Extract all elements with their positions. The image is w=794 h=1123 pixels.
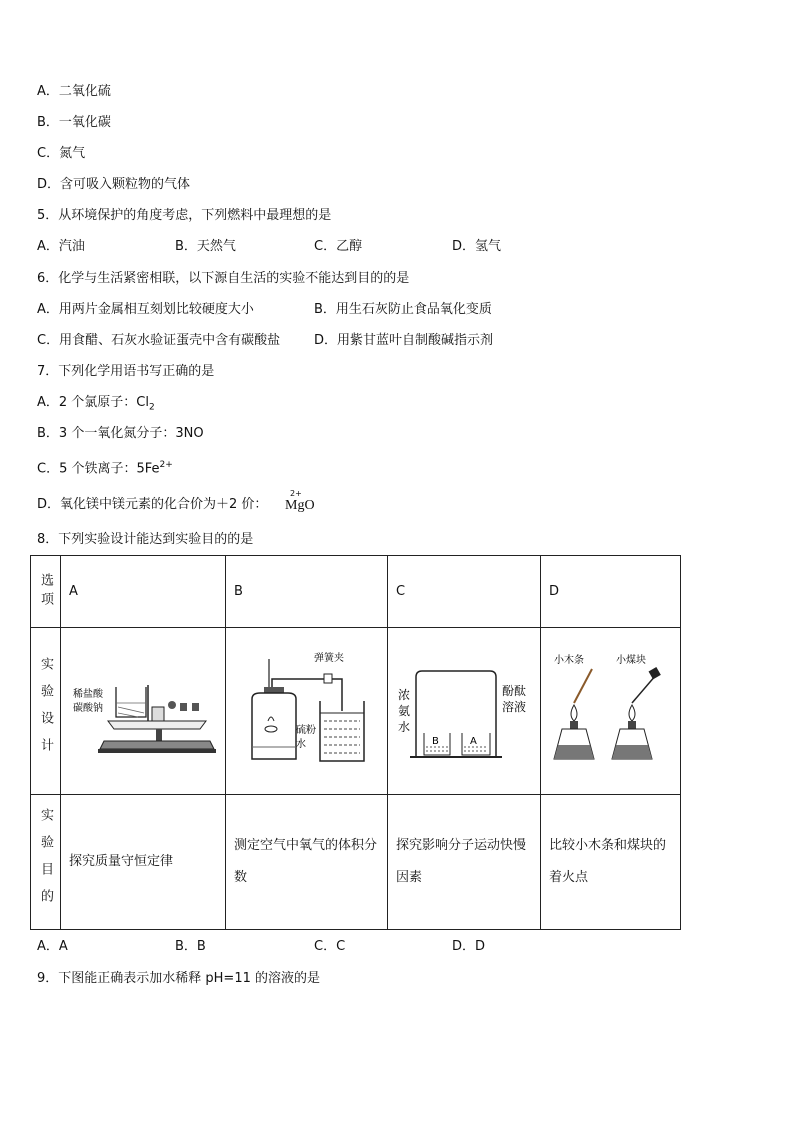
- q8-purpose-a: 探究质量守恒定律: [61, 795, 226, 930]
- label-conc-ammonia-3: 水: [398, 720, 411, 734]
- label-wood-stick: 小木条: [553, 655, 584, 666]
- label-beaker-a: A: [470, 736, 477, 747]
- q7-option-a: [37, 395, 155, 416]
- q4-option-c: C．氮气: [37, 146, 86, 161]
- label-conc-ammonia-2: 氨: [398, 704, 411, 718]
- q8-header-option: 选项: [31, 556, 61, 628]
- q6-option-a: A．用两片金属相互刻划比较硬度大小: [37, 302, 254, 317]
- q7-option-c-text: C．5 个铁离子：5Fe: [37, 461, 160, 477]
- label-conc-ammonia-1: 浓: [398, 688, 411, 702]
- q5-option-c: C．乙醇: [314, 239, 363, 254]
- q8-column-c: C: [388, 556, 541, 628]
- label-spring-clamp: 弹簧夹: [313, 653, 344, 664]
- q5-option-d: D．氢气: [452, 239, 502, 254]
- q8-answer-a: A．A: [37, 939, 68, 954]
- q8-purpose-d: 比较小木条和煤块的着火点: [541, 795, 681, 930]
- q8-answer-d: D．D: [452, 939, 486, 954]
- ammonia-diffusion-figure: [394, 649, 534, 769]
- label-beaker-b: B: [432, 736, 439, 747]
- q8-answer-c: C．C: [314, 939, 346, 954]
- q8-figure-c: [388, 628, 541, 795]
- q4-option-d: D．含可吸入颗粒物的气体: [37, 177, 191, 192]
- q8-table: [30, 555, 681, 930]
- label-water: 水: [295, 739, 306, 750]
- q9-stem: 9．下图能正确表示加水稀释 pH=11 的溶液的是: [37, 971, 320, 986]
- label-phenolphthalein-2: 溶液: [502, 700, 527, 714]
- q7-option-c-superscript: 2+: [159, 460, 173, 470]
- q8-figure-d: [541, 628, 681, 795]
- q7-mgo-formula: [285, 489, 325, 517]
- label-sodium-carbonate: 碳酸钠: [73, 703, 103, 714]
- q8-purpose-b: 测定空气中氧气的体积分数: [226, 795, 388, 930]
- label-dilute-hcl: 稀盐酸: [73, 689, 103, 700]
- q5-option-a: A．汽油: [37, 239, 85, 254]
- q8-purpose-c: 探究影响分子运动快慢因素: [388, 795, 541, 930]
- label-sulfur-powder: 硫粉: [295, 725, 316, 736]
- q8-answer-b: B．B: [175, 939, 206, 954]
- q4-option-b: B．一氧化碳: [37, 115, 111, 130]
- q6-option-d: D．用紫甘蓝叶自制酸碱指示剂: [314, 333, 494, 348]
- q5-stem: 5．从环境保护的角度考虑，下列燃料中最理想的是: [37, 208, 332, 223]
- q7-mgo-text: MgO: [285, 498, 315, 513]
- q7-option-d: D．氧化镁中镁元素的化合价为＋2 价：: [37, 497, 268, 512]
- balance-scale-figure: [68, 659, 218, 759]
- q7-mgo-valence: 2+: [290, 489, 302, 498]
- q4-option-a: A．二氧化硫: [37, 84, 111, 99]
- q8-figure-b: [226, 628, 388, 795]
- q7-option-c: [37, 457, 173, 477]
- q7-option-a-text: A．2 个氯原子：Cl: [37, 395, 149, 410]
- q8-stem: 8．下列实验设计能达到实验目的的是: [37, 532, 254, 547]
- q6-stem: 6．化学与生活紧密相联，以下源自生活的实验不能达到目的的是: [37, 271, 410, 286]
- label-phenolphthalein-1: 酚酞: [502, 684, 527, 698]
- q6-option-b: B．用生石灰防止食品氧化变质: [314, 302, 492, 317]
- q7-option-b: B．3 个一氧化氮分子：3NO: [37, 426, 204, 441]
- q6-option-c: C．用食醋、石灰水验证蛋壳中含有碳酸盐: [37, 333, 281, 348]
- q8-column-d: D: [541, 556, 681, 628]
- q8-column-a: A: [61, 556, 226, 628]
- q5-option-b: B．天然气: [175, 239, 236, 254]
- q8-header-design: 实验设计: [31, 628, 61, 795]
- label-coal-block: 小煤块: [615, 655, 646, 666]
- alcohol-lamp-right: [612, 705, 652, 759]
- q8-header-purpose: 实验目的: [31, 795, 61, 930]
- q7-stem: 7．下列化学用语书写正确的是: [37, 364, 215, 379]
- q7-option-a-subscript: 2: [149, 402, 155, 413]
- alcohol-lamp-left: [554, 705, 594, 759]
- q8-figure-a: [61, 628, 226, 795]
- ignition-point-figure: [546, 649, 676, 769]
- q8-column-b: B: [226, 556, 388, 628]
- oxygen-volume-figure: [232, 649, 382, 769]
